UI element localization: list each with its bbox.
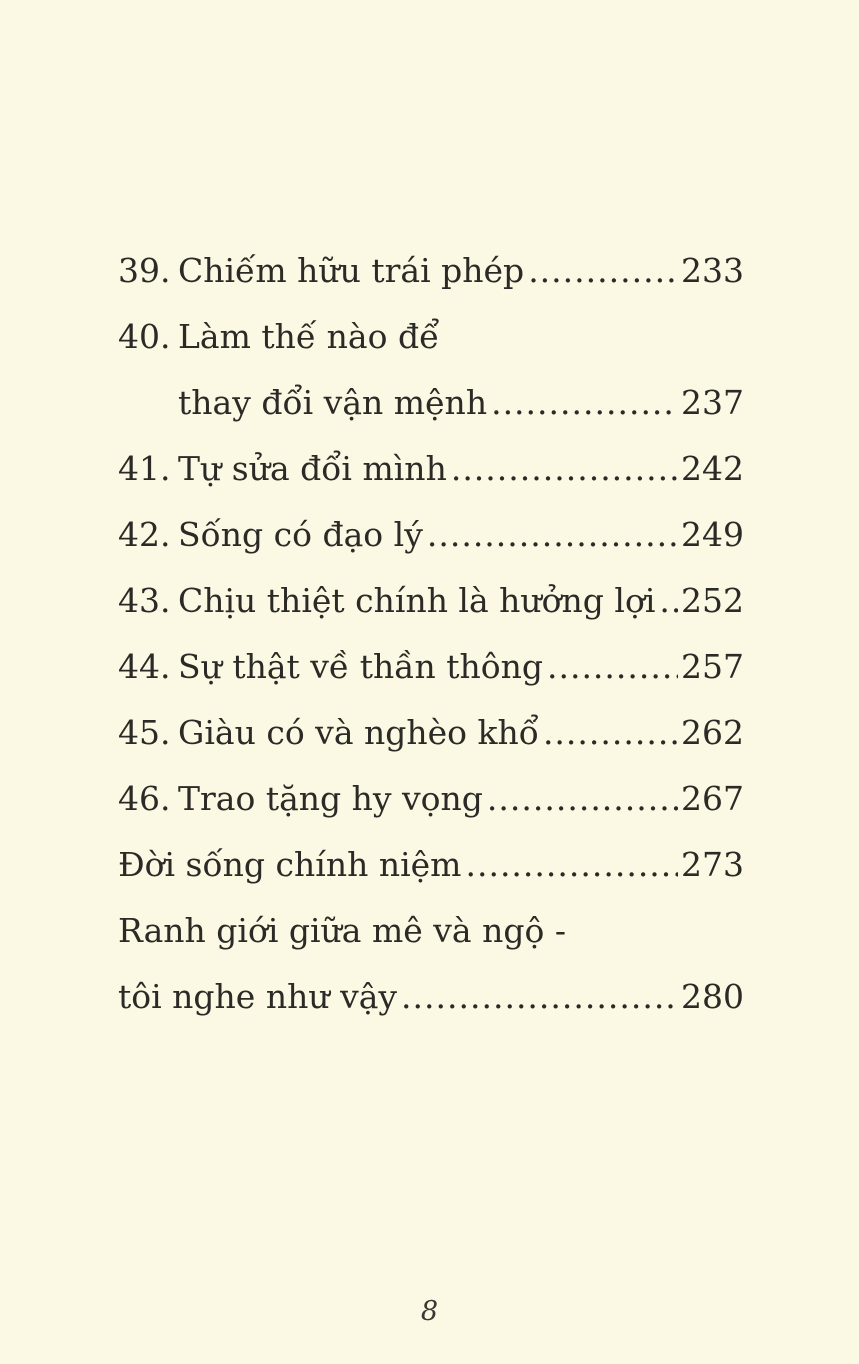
toc-page-number: 237 — [681, 383, 744, 422]
toc-line — [118, 898, 744, 964]
toc-line — [118, 568, 744, 634]
toc-title: Trao tặng hy vọng — [178, 779, 483, 818]
toc-page-number: 249 — [681, 515, 744, 554]
toc-page-number: 257 — [681, 647, 744, 686]
toc-page-number: 242 — [681, 449, 744, 488]
toc-page-number: 262 — [681, 713, 744, 752]
toc-title: Sống có đạo lý — [178, 515, 423, 554]
toc-entry-45 — [118, 700, 744, 766]
toc-number: 43. — [118, 581, 171, 620]
toc-entry-39 — [118, 238, 744, 304]
toc-page-number: 252 — [681, 581, 744, 620]
toc-title: Sự thật về thần thông — [178, 647, 543, 686]
toc-entry-46 — [118, 766, 744, 832]
toc-page-number: 280 — [681, 977, 744, 1016]
dot-leader — [491, 370, 678, 436]
toc-line — [118, 634, 744, 700]
toc-line — [118, 832, 744, 898]
toc-line — [118, 502, 744, 568]
toc-line — [118, 766, 744, 832]
page-folio-number: 8 — [420, 1296, 439, 1327]
toc-number: 42. — [118, 515, 171, 554]
toc-page-number: 233 — [681, 251, 744, 290]
dot-leader — [547, 634, 678, 700]
toc-page-number: 267 — [681, 779, 744, 818]
toc-entry-40 — [118, 304, 744, 436]
toc-title: Giàu có và nghèo khổ — [178, 713, 539, 752]
toc-line — [118, 700, 744, 766]
toc-line — [118, 304, 744, 370]
toc-line — [118, 436, 744, 502]
toc-title: Chịu thiệt chính là hưởng lợi — [178, 581, 656, 620]
dot-leader — [451, 436, 678, 502]
toc-title-line-2: thay đổi vận mệnh — [178, 383, 488, 422]
toc-number: 40. — [118, 317, 171, 356]
toc-title-line-1: Làm thế nào để — [178, 317, 440, 356]
toc-entry-44 — [118, 634, 744, 700]
dot-leader — [543, 700, 678, 766]
dot-leader — [427, 502, 678, 568]
toc-title-line-2: tôi nghe như vậy — [118, 977, 398, 1016]
toc-title-line-1: Ranh giới giữa mê và ngộ - — [118, 911, 566, 950]
toc-title: Đời sống chính niệm — [118, 845, 462, 884]
toc-line — [118, 238, 744, 304]
toc-entry-43 — [118, 568, 744, 634]
toc-title: Chiếm hữu trái phép — [178, 251, 525, 290]
toc-entry-ranh-gioi — [118, 898, 744, 1030]
toc-number: 39. — [118, 251, 171, 290]
dot-leader — [659, 568, 678, 634]
toc-line — [118, 964, 744, 1030]
toc-number: 46. — [118, 779, 171, 818]
toc-line — [118, 370, 744, 436]
toc-entry-doi-song-chinh-niem — [118, 832, 744, 898]
dot-leader — [401, 964, 678, 1030]
dot-leader — [487, 766, 678, 832]
toc-title: Tự sửa đổi mình — [178, 449, 447, 488]
toc-entry-42 — [118, 502, 744, 568]
dot-leader — [528, 238, 678, 304]
toc-entry-41 — [118, 436, 744, 502]
toc-number: 45. — [118, 713, 171, 752]
table-of-contents — [118, 238, 744, 1030]
toc-number: 41. — [118, 449, 171, 488]
toc-number: 44. — [118, 647, 171, 686]
toc-page-number: 273 — [681, 845, 744, 884]
dot-leader — [465, 832, 678, 898]
